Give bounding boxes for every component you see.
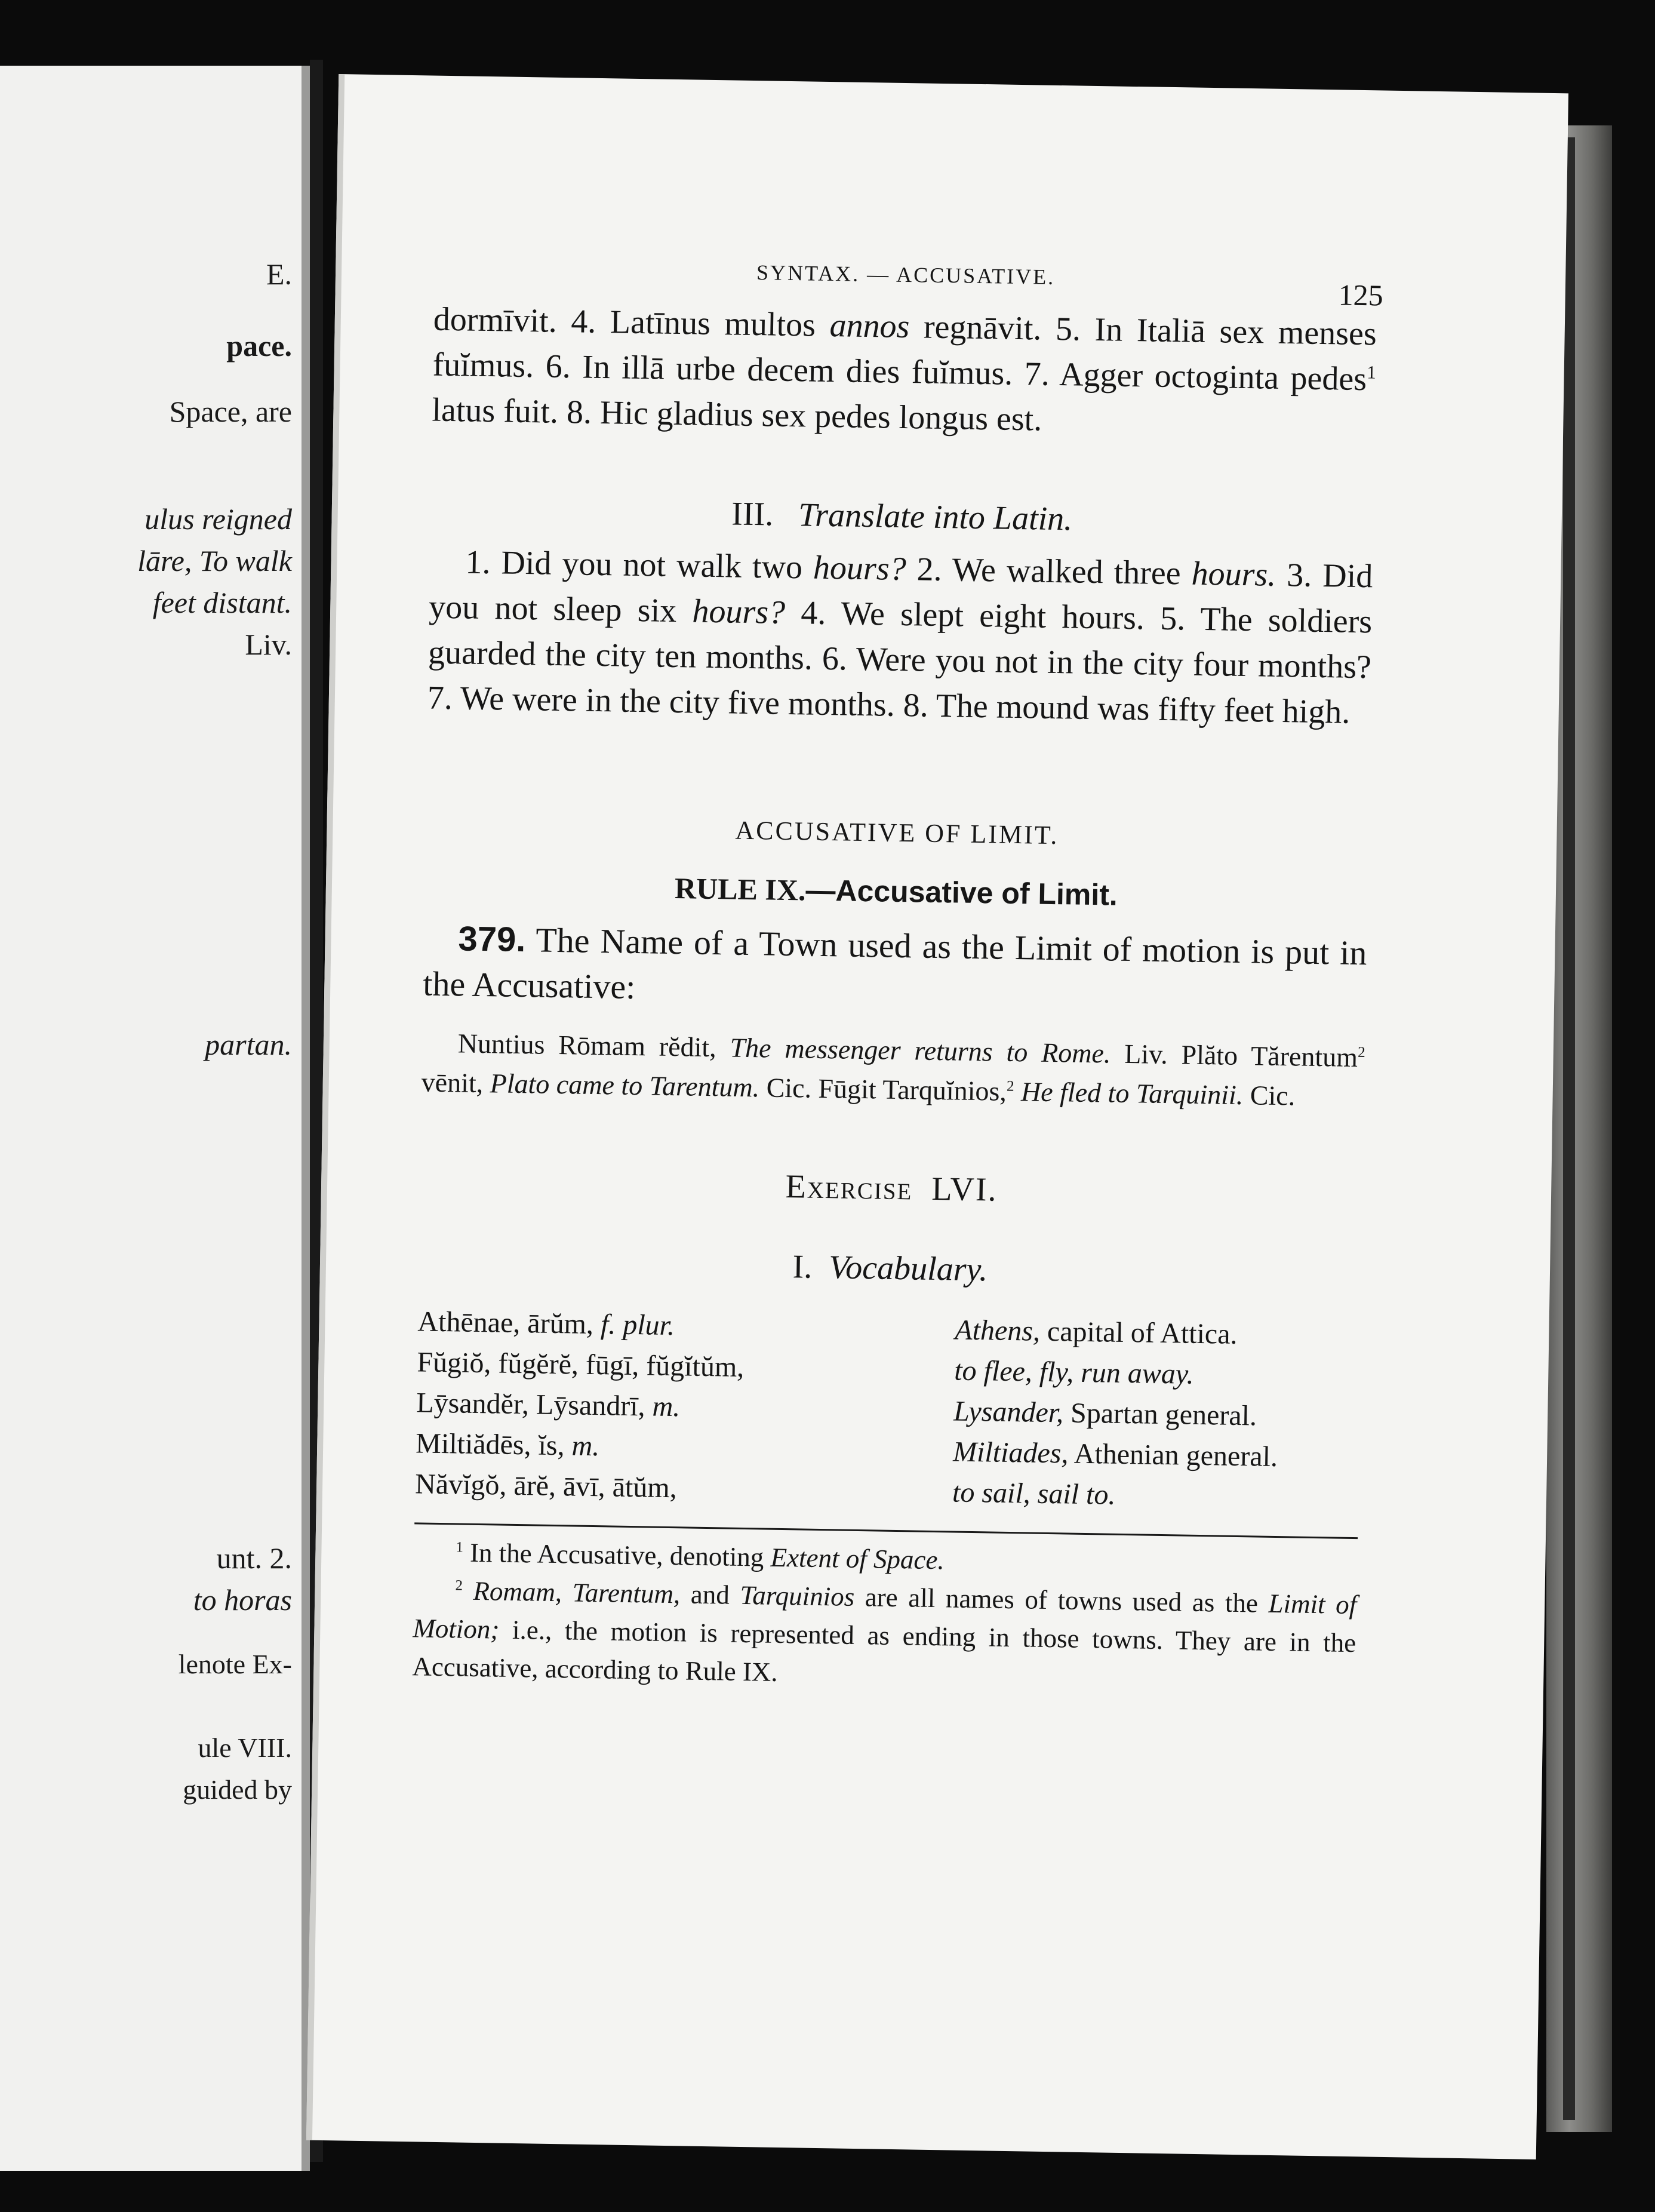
rule-statement: The Name of a Town used as the Limit of motion is put in the Accusative: [422,920,1367,1007]
left-page-text: ulus reigned [144,502,292,536]
text-run: i.e., the motion is represented as ending in those towns. They are in the Accusative, according to Rule IX. [412,1614,1356,1687]
exercise-iii-heading: Translate into Latin. [798,496,1073,538]
vocab-latin-word: Năvĭgŏ, ārĕ, āvī, ātŭm, [414,1468,678,1504]
vocab-latin-word: Fŭgiŏ, fŭgĕrĕ, fūgī, fŭgĭtŭm, [417,1346,745,1383]
vocab-english-desc: Athenian general. [1068,1437,1278,1473]
text-run: latus fuit. 8. Hic gladius sex pedes longus est. [431,391,1042,438]
left-page-text: lenote Ex- [178,1649,292,1679]
left-page-text: partan. [205,1028,292,1061]
vocab-english-desc: Spartan general. [1063,1397,1257,1432]
vocab-gender: f. plur. [600,1308,675,1342]
text-run: Plato came to Tarentum. [490,1068,760,1103]
vocab-gender: m. [571,1430,600,1463]
footnotes [412,1532,1358,1700]
vocab-gender: m. [652,1390,681,1423]
vocab-english-gloss: Athens, [954,1314,1041,1347]
exercise-lvi-title [420,1162,1364,1215]
text-run [462,1576,473,1606]
vocabulary-list [415,1301,1361,1519]
text-run: 3. Did you not sleep six [428,556,1373,630]
left-page-text: Liv. [245,628,292,661]
rule-examples [421,1023,1365,1117]
footnote-marker: 1 [1366,362,1376,383]
text-run: Liv. Plăto Tărentum [1110,1038,1358,1073]
text-run: 2. We walked three [906,551,1192,592]
text-run: Cic. [1242,1080,1296,1111]
text-run: 1. Did you not walk two [465,543,814,586]
rule-heading [424,867,1368,916]
book-page [306,74,1568,2159]
vocab-english-entry [954,1351,1361,1398]
left-page-text: Space, are [169,395,292,428]
text-run: In the Accusative, denoting [463,1537,771,1572]
left-page-text: pace. [226,329,292,362]
vocab-english-desc: capital of Attica. [1039,1315,1238,1350]
text-run: Limit of Motion; [413,1588,1357,1645]
vocab-latin-word: Lȳsandĕr, Lȳsandrī, [416,1387,653,1423]
vocab-english-gloss: Lysander, [953,1395,1064,1429]
running-title: SYNTAX. — ACCUSATIVE. [756,260,1056,289]
text-run: hours? [813,549,907,588]
left-page-text: E. [266,257,292,291]
exercise-iii-number: III. [731,495,774,533]
exercise-word: Exercise [785,1168,913,1208]
left-page-text: unt. 2. [216,1541,292,1575]
footnote-marker: 1 [456,1539,464,1556]
vocab-english-entry [953,1391,1360,1438]
page-number: 125 [1338,278,1384,312]
page-content [412,255,1384,1701]
vocab-english-gloss: Miltiades, [952,1436,1069,1470]
page-edge-shadow [1563,137,1575,2120]
text-run: regnāvit. 5. In Italiā sex menses fuĭmus. 6. In illā urbe decem dies fuĭmus. 7. Agger octoginta pedes [432,308,1377,398]
exercise-iii-sentences [427,539,1373,736]
vocabulary-number: I. [792,1248,813,1286]
vocab-latin-entry [415,1464,953,1513]
text-run: The messenger returns to Rome. [730,1032,1111,1069]
exercise-ii-continuation [432,297,1377,448]
exercise-number: LVI. [931,1170,998,1209]
left-page-fragment [0,66,310,2171]
text-run: He fled to Tarquinii. [1020,1076,1244,1111]
text-run: hours. [1191,555,1276,594]
footnote-marker: 2 [1357,1043,1366,1061]
text-run: are all names of towns used as the [854,1581,1269,1618]
vocab-english-gloss: to sail, sail to. [952,1476,1116,1511]
vocab-latin-word: Athēnae, ārŭm, [417,1305,601,1341]
footnote-marker: 2 [1006,1077,1014,1095]
vocab-latin-word: Miltiădēs, ĭs, [415,1427,573,1462]
rule-number: 379. [458,919,526,960]
vocab-english-entry [955,1310,1361,1357]
section-heading: ACCUSATIVE OF LIMIT. [735,815,1059,850]
rule-label: RULE IX. [674,871,806,907]
text-run: Romam, Tarentum, [473,1575,681,1609]
text-run: vēnit, [421,1067,491,1099]
footnote-2 [412,1571,1357,1700]
exercise-iii-title [430,490,1374,543]
text-run: annos [829,307,910,346]
text-run: and [679,1579,740,1610]
vocab-english-gloss: to flee, fly, run away. [953,1354,1194,1390]
rule-text [423,915,1367,1021]
left-page-text: feet distant. [152,586,292,619]
footnote-marker: 2 [455,1577,463,1594]
text-run: Extent of Space. [770,1542,945,1575]
text-run: dormīvit. 4. Latīnus multos [433,300,830,344]
text-run: Cic. Fūgit Tarquĭnios, [759,1072,1007,1107]
rule-title: —Accusative of Limit. [805,873,1118,912]
text-run: Nuntius Rōmam rĕdit, [457,1028,730,1063]
left-page-text: to horas [193,1583,292,1617]
vocab-english-entry [952,1472,1359,1519]
text-run: 4. We slept eight hours. 5. The soldiers guarded the city ten months. 6. Were you not in the city four months? 7. We were in the city five months. 8. The mound was fifty feet high. [427,594,1373,731]
vocabulary-heading: Vocabulary. [828,1249,988,1289]
left-page-text: guided by [183,1774,292,1805]
text-run: Tarquinios [740,1580,855,1612]
vocabulary-title [419,1242,1362,1295]
text-run: hours? [691,592,786,631]
left-page-text: lāre, To walk [137,544,292,577]
vocab-english-entry [953,1431,1359,1479]
left-page-text: ule VIII. [198,1732,292,1763]
